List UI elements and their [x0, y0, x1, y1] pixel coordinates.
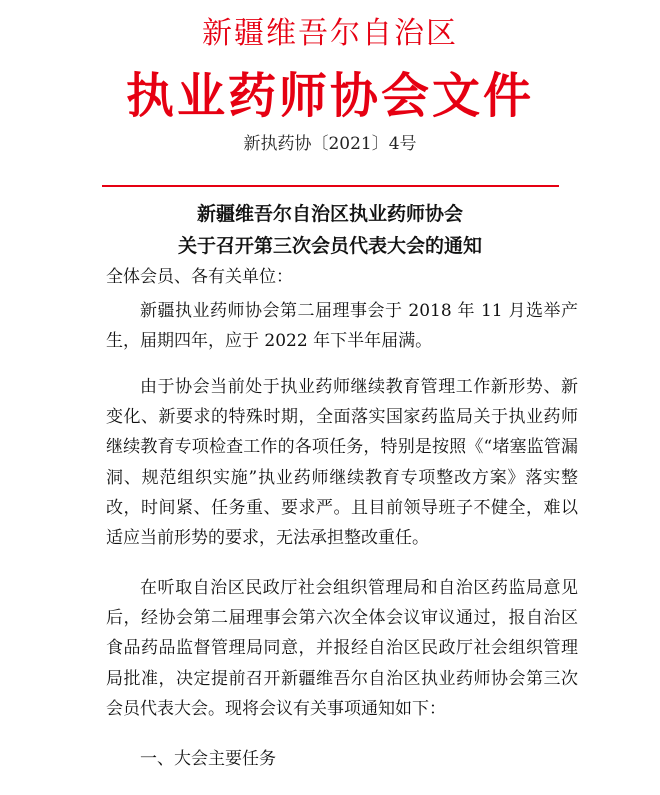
- red-divider-line: [102, 185, 559, 187]
- section-heading: 一、大会主要任务: [140, 749, 276, 769]
- salutation: 全体会员、各有关单位：: [106, 267, 293, 287]
- paragraph-2: 由于协会当前处于执业药师继续教育管理工作新形势、新变化、新要求的特殊时期，全面落实国家药监局关于执业药师继续教育专项检查工作的各项任务，特别是按照《“堵塞监管漏洞、规范组织实施”执业药师继续教育专项整改方案》落实整改，时间紧、任务重、要求严。且目前领导班子不健全，难以适应当前形势的要求，无法承担整改重任。: [106, 377, 578, 549]
- paragraph-1: 新疆执业药师协会第二届理事会于 2018 年 11 月选举产生，届期四年，应于 2022 年下半年届满。: [106, 301, 578, 352]
- notice-title-line1: 新疆维吾尔自治区执业药师协会: [196, 203, 463, 225]
- paragraph-3: 在听取自治区民政厅社会组织管理局和自治区药监局意见后，经协会第二届理事会第六次全体会议审议通过，报自治区食品药品监督管理局同意，并报经自治区民政厅社会组织管理局批准，决定提前召开新疆维吾尔自治区执业药师协会第三次会员代表大会。现将会议有关事项通知如下：: [106, 578, 578, 719]
- document-number: 新执药协〔2021〕4号: [243, 134, 417, 154]
- issuer-line: 新疆维吾尔自治区: [202, 16, 458, 51]
- document-type-title: 执业药师协会文件: [125, 68, 534, 124]
- notice-title-line2: 关于召开第三次会员代表大会的通知: [177, 235, 482, 257]
